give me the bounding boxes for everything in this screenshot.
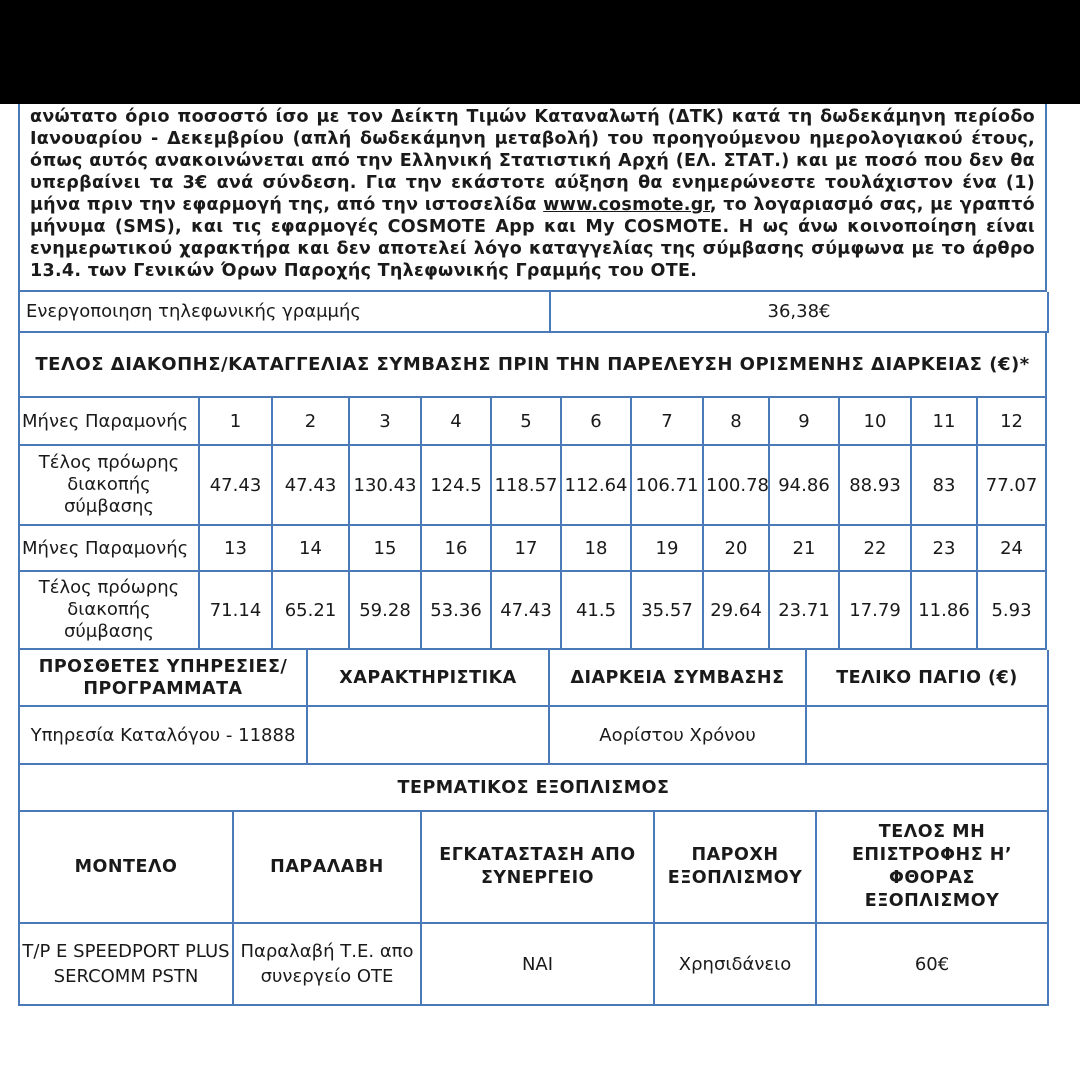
equipment-table: [18, 765, 1049, 1006]
fee-cell: 65.21: [272, 571, 349, 649]
month-cell: 14: [272, 525, 349, 571]
equipment-provision: Χρησιδάνειο: [654, 923, 816, 1005]
service-duration: Αορίστου Χρόνου: [549, 706, 806, 764]
equipment-install: ΝΑΙ: [421, 923, 654, 1005]
activation-value: 36,38€: [550, 292, 1048, 332]
month-cell: 11: [911, 397, 977, 445]
equipment-header-provision: ΠΑΡΟΧΗ ΕΞΟΠΛΙΣΜΟΥ: [654, 811, 816, 923]
month-cell: 8: [703, 397, 769, 445]
paragraph-text-1: ανώτατο όριο ποσοστό ίσο με τον Δείκτη Τιμών Καταναλωτή (ΔΤΚ) κατά τη δωδεκάμηνη περίοδο Ιανουαρίου - Δεκεμβρίου (απλή δωδεκάμηνη μεταβολή) του προηγούμενου ημερολογιακού έτους, όπως αυτός ανακοινώνεται από την Ελληνική Στατιστική Αρχή (ΕΛ. ΣΤΑΤ.) και με ποσό που δεν θα υπερβαίνει τα 3€ ανά σύνδεση. Για την εκάστοτε αύξηση θα ενημερώνεστε τουλάχιστον ένα (1) μήνα πριν την εφαρμογή της, από την ιστοσελίδα: [30, 107, 1035, 215]
service-name: Υπηρεσία Καταλόγου - 11888: [19, 706, 307, 764]
fee-label: Τέλος πρόωρης διακοπής σύμβασης: [19, 445, 199, 525]
services-header-features: ΧΑΡΑΚΤΗΡΙΣΤΙΚΑ: [307, 650, 549, 706]
service-features: [307, 706, 549, 764]
fee-cell: 77.07: [977, 445, 1046, 525]
month-cell: 9: [769, 397, 839, 445]
month-cell: 4: [421, 397, 491, 445]
fee-cell: 124.5: [421, 445, 491, 525]
month-cell: 5: [491, 397, 561, 445]
month-cell: 15: [349, 525, 421, 571]
fee-cell: 59.28: [349, 571, 421, 649]
termination-title: ΤΕΛΟΣ ΔΙΑΚΟΠΗΣ/ΚΑΤΑΓΓΕΛΙΑΣ ΣΥΜΒΑΣΗΣ ΠΡΙΝ ΤΗΝ ΠΑΡΕΛΕΥΣΗ ΟΡΙΣΜΕΝΗΣ ΔΙΑΡΚΕΙΑΣ (€)*: [19, 333, 1046, 397]
month-cell: 1: [199, 397, 272, 445]
fee-cell: 106.71: [631, 445, 703, 525]
month-cell: 18: [561, 525, 631, 571]
termination-fee-table: [18, 333, 1047, 650]
month-cell: 20: [703, 525, 769, 571]
equipment-title: ΤΕΡΜΑΤΙΚΟΣ ΕΞΟΠΛΙΣΜΟΣ: [19, 765, 1048, 811]
fee-cell: 23.71: [769, 571, 839, 649]
month-cell: 13: [199, 525, 272, 571]
fee-cell: 5.93: [977, 571, 1046, 649]
equipment-pickup: Παραλαβή Τ.Ε. απο συνεργείο ΟΤΕ: [233, 923, 421, 1005]
month-cell: 16: [421, 525, 491, 571]
services-header-program: ΠΡΟΣΘΕΤΕΣ ΥΠΗΡΕΣΙΕΣ/ ΠΡΟΓΡΑΜΜΑΤΑ: [19, 650, 307, 706]
services-table: [18, 650, 1049, 765]
fee-cell: 29.64: [703, 571, 769, 649]
equipment-header-model: ΜΟΝΤΕΛΟ: [19, 811, 233, 923]
month-cell: 10: [839, 397, 911, 445]
month-cell: 24: [977, 525, 1046, 571]
month-cell: 2: [272, 397, 349, 445]
equipment-header-pickup: ΠΑΡΑΛΑΒΗ: [233, 811, 421, 923]
pricing-paragraph: [18, 90, 1047, 292]
equipment-header-install: ΕΓΚΑΤΑΣΤΑΣΗ ΑΠΟ ΣΥΝΕΡΓΕΙΟ: [421, 811, 654, 923]
fee-cell: 41.5: [561, 571, 631, 649]
fee-cell: 88.93: [839, 445, 911, 525]
fee-cell: 71.14: [199, 571, 272, 649]
month-cell: 19: [631, 525, 703, 571]
top-black-bar: [0, 0, 1080, 104]
website-link[interactable]: www.cosmote.gr: [543, 195, 710, 215]
months-label: Μήνες Παραμονής: [19, 397, 199, 445]
fee-cell: 47.43: [491, 571, 561, 649]
fee-cell: 112.64: [561, 445, 631, 525]
fee-cell: 17.79: [839, 571, 911, 649]
contract-document: [18, 90, 1047, 1006]
month-cell: 21: [769, 525, 839, 571]
month-cell: 12: [977, 397, 1046, 445]
fee-cell: 83: [911, 445, 977, 525]
month-cell: 6: [561, 397, 631, 445]
fee-cell: 35.57: [631, 571, 703, 649]
month-cell: 17: [491, 525, 561, 571]
equipment-header-nonreturn-fee: ΤΕΛΟΣ ΜΗ ΕΠΙΣΤΡΟΦΗΣ Η’ ΦΘΟΡΑΣ ΕΞΟΠΛΙΣΜΟΥ: [816, 811, 1048, 923]
paragraph-text-2: , το λογαριασμό σας, με γραπτό μήνυμα (SMS), και τις εφαρμογές COSMOTE App και My COSMOTE. Η ως άνω κοινοποίηση είναι ενημερωτικού χαρακτήρα και δεν αποτελεί λόγο καταγγελίας της σύμβασης σύμφωνα με το άρθρο 13.4. των Γενικών Όρων Παροχής Τηλεφωνικής Γραμμής του ΟΤΕ.: [30, 195, 1035, 281]
equipment-nonreturn-fee: 60€: [816, 923, 1048, 1005]
fee-cell: 94.86: [769, 445, 839, 525]
activation-table: [18, 292, 1049, 333]
fee-cell: 47.43: [272, 445, 349, 525]
month-cell: 7: [631, 397, 703, 445]
activation-label: Ενεργοποιηση τηλεφωνικής γραμμής: [19, 292, 550, 332]
month-cell: 3: [349, 397, 421, 445]
fee-cell: 118.57: [491, 445, 561, 525]
fee-cell: 47.43: [199, 445, 272, 525]
equipment-model: T/P E SPEEDPORT PLUS SERCOMM PSTN: [19, 923, 233, 1005]
month-cell: 23: [911, 525, 977, 571]
services-header-fee: ΤΕΛΙΚΟ ΠΑΓΙΟ (€): [806, 650, 1048, 706]
services-header-duration: ΔΙΑΡΚΕΙΑ ΣΥΜΒΑΣΗΣ: [549, 650, 806, 706]
service-fee: [806, 706, 1048, 764]
months-label: Μήνες Παραμονής: [19, 525, 199, 571]
fee-cell: 11.86: [911, 571, 977, 649]
fee-cell: 53.36: [421, 571, 491, 649]
fee-cell: 130.43: [349, 445, 421, 525]
fee-cell: 100.78: [703, 445, 769, 525]
fee-label: Τέλος πρόωρης διακοπής σύμβασης: [19, 571, 199, 649]
month-cell: 22: [839, 525, 911, 571]
